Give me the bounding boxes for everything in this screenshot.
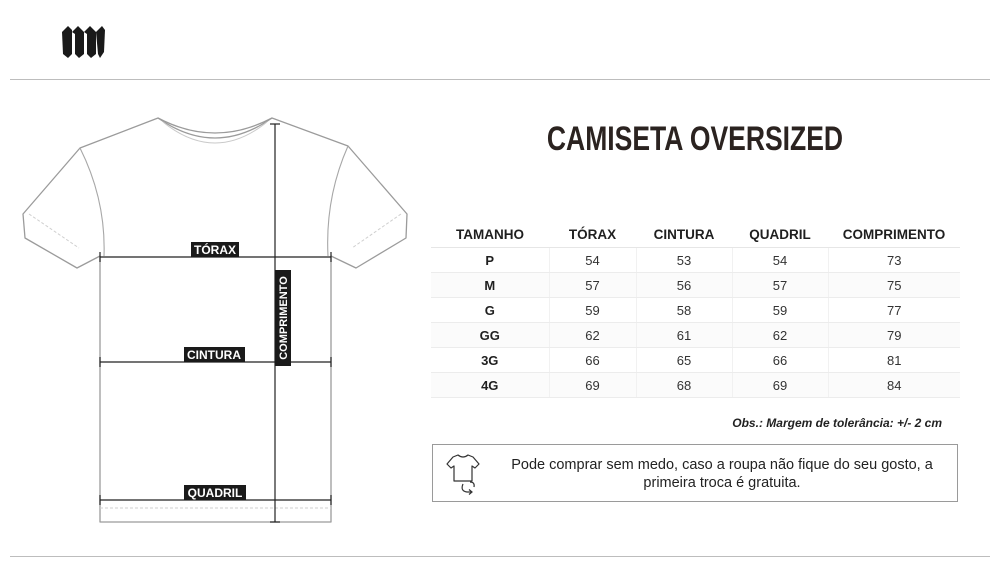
torax-cell: 59 <box>549 298 636 323</box>
header-divider <box>10 79 990 80</box>
header-quadril: QUADRIL <box>732 221 828 248</box>
cintura-cell: 61 <box>636 323 732 348</box>
torax-label: TÓRAX <box>194 243 236 257</box>
tshirt-exchange-icon <box>441 451 485 495</box>
comprimento-cell: 73 <box>828 248 960 273</box>
table-row <box>431 273 960 298</box>
quadril-cell: 62 <box>732 323 828 348</box>
cintura-cell: 56 <box>636 273 732 298</box>
header-cintura: CINTURA <box>636 221 732 248</box>
size-cell: M <box>431 273 549 298</box>
exchange-notice <box>432 444 958 502</box>
torax-cell: 66 <box>549 348 636 373</box>
header-comprimento: COMPRIMENTO <box>828 221 960 248</box>
torax-cell: 62 <box>549 323 636 348</box>
table-row <box>431 248 960 273</box>
comprimento-cell: 77 <box>828 298 960 323</box>
comprimento-cell: 79 <box>828 323 960 348</box>
footer-divider <box>10 556 990 557</box>
quadril-label: QUADRIL <box>187 486 243 500</box>
size-cell: 3G <box>431 348 549 373</box>
page-title: CAMISETA OVERSIZED <box>546 120 844 158</box>
comprimento-cell: 84 <box>828 373 960 398</box>
cintura-label: CINTURA <box>187 348 241 362</box>
header-tamanho: TAMANHO <box>431 221 549 248</box>
torax-cell: 69 <box>549 373 636 398</box>
table-row <box>431 373 960 398</box>
quadril-cell: 66 <box>732 348 828 373</box>
quadril-cell: 57 <box>732 273 828 298</box>
size-cell: P <box>431 248 549 273</box>
brand-logo <box>60 22 106 60</box>
cintura-cell: 68 <box>636 373 732 398</box>
tshirt-measurement-diagram <box>20 110 415 530</box>
table-row <box>431 348 960 373</box>
table-header-row <box>431 221 960 248</box>
size-cell: GG <box>431 323 549 348</box>
table-row <box>431 323 960 348</box>
quadril-cell: 59 <box>732 298 828 323</box>
torax-cell: 57 <box>549 273 636 298</box>
cintura-cell: 65 <box>636 348 732 373</box>
cintura-cell: 53 <box>636 248 732 273</box>
table-row <box>431 298 960 323</box>
size-table <box>431 221 960 398</box>
quadril-cell: 54 <box>732 248 828 273</box>
size-cell: 4G <box>431 373 549 398</box>
comprimento-cell: 81 <box>828 348 960 373</box>
cintura-cell: 58 <box>636 298 732 323</box>
tolerance-note: Obs.: Margem de tolerância: +/- 2 cm <box>732 416 942 430</box>
quadril-cell: 69 <box>732 373 828 398</box>
comprimento-cell: 75 <box>828 273 960 298</box>
comprimento-label: COMPRIMENTO <box>278 276 290 360</box>
header-torax: TÓRAX <box>549 221 636 248</box>
exchange-text: Pode comprar sem medo, caso a roupa não fique do seu gosto, a primeira troca é gratuita. <box>511 457 933 491</box>
torax-cell: 54 <box>549 248 636 273</box>
tshirt-outline <box>23 118 407 522</box>
size-cell: G <box>431 298 549 323</box>
